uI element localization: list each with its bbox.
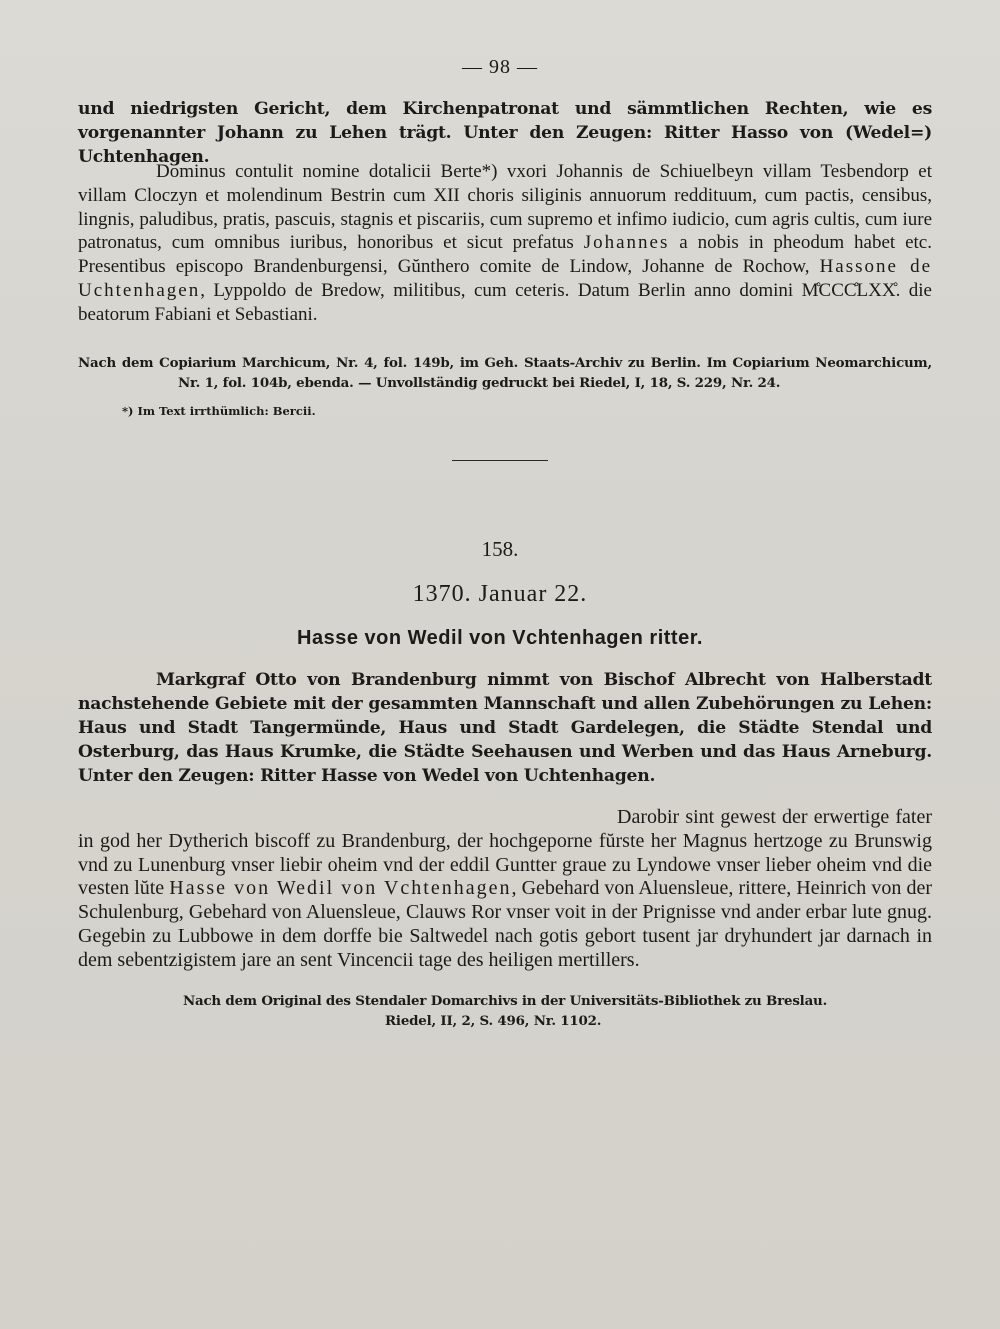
footnote: *) Im Text irrthümlich: Bercii. (122, 404, 316, 418)
page-number: — 98 — (462, 56, 538, 78)
source-note-line: Riedel, II, 2, S. 496, Nr. 1102. (385, 1012, 602, 1029)
text-name-hasse: Hasse von Wedil von Vchtenhagen (169, 877, 512, 900)
section-divider (452, 460, 548, 461)
source-note-157 (78, 354, 932, 393)
text-part: , Gebehard von Aluensleue, rittere, Heinrich von der Schulenburg, Gebehard von Aluensleue, Clauws Ror vnser voit in der Prignisse vnd ander erbar lute gnug. Gegebin zu Lubbowe in dem dorffe bie Saltwedel nach gotis gebort tusent jar dryhundert jar darnach in dem sebentzigistem jare an sent Vincencii tage des heiligen mertillers. (78, 877, 932, 971)
document-date: 1370. Januar 22. (412, 581, 588, 607)
document-number: 158. (481, 537, 519, 561)
source-note-158 (100, 992, 910, 1031)
document-title: Hasse von Wedil von Vchtenhagen ritter. (297, 627, 703, 649)
source-note-line: Nach dem Original des Stendaler Domarchivs in der Universitäts-Bibliothek zu Breslau. (182, 993, 828, 1009)
source-note-line: Nach dem Copiarium Marchicum, Nr. 4, fol. 149b, im Geh. Staats-Archiv zu Berlin. Im Copiarium Neomarchicum, (78, 355, 932, 371)
source-note-line: Nr. 1, fol. 104b, ebenda. — Unvollständig gedruckt bei Riedel, I, 18, S. 229, Nr. 24. (178, 374, 781, 391)
latin-name-johannes: Johannes (583, 232, 670, 254)
text-part: Darobir sint gewest der erwertige fater in god her Dytherich biscoff zu Brandenburg, der hochgeporne fŭrste her Magnus hertzoge zu Brunswig vnd zu Lunenburg vnser liebir oheim vnd der eddil Guntter graue zu Lyndowe vnser lieber oheim vnd die vesten lŭte (78, 806, 932, 900)
german-summary-157: und niedrigsten Gericht, dem Kirchenpatronat und sämmtlichen Rechten, wie es vorgenannter Johann zu Lehen trägt. Unter den Zeugen: Ritter Hasso von (Wedel=) Uchtenhagen. (78, 99, 932, 167)
latin-text-part: , Lyppoldo de Bredow, militibus, cum ceteris. Datum Berlin anno domini M̊CCC̊LXX̊. die beatorum Fabiani et Sebastiani. (78, 279, 932, 325)
latin-name-hassone: Hassone de Uchtenhagen (78, 256, 933, 301)
german-summary-158: Markgraf Otto von Brandenburg nimmt von Bischof Albrecht von Halberstadt nachstehende Gebiete mit der gesammten Mannschaft und allen Zubehörungen zu Lehen: Haus und Stadt Tangermünde, Haus und Stadt Gardelegen, die Städte Stendal und Osterburg, das Haus Krumke, die Städte Seehausen und Werben und das Haus Arneburg. Unter den Zeugen: Ritter Hasse von Wedel von Uchtenhagen. (78, 670, 932, 786)
latin-charter-text (78, 160, 932, 327)
latin-text-part: a nobis in pheodum habet etc. Presentibus episcopo Brandenburgensi, Gŭnthero comite de Lindow, Johanne de Rochow, (78, 232, 932, 278)
middle-high-german-text (78, 806, 932, 973)
latin-text-part: Dominus contulit nomine dotalicii Berte*) vxori Johannis de Schiuelbeyn villam Tesbendorp et villam Cloczyn et molendinum Bestrin cum XII choris siliginis annuorum reddituum, cum pactis, censibus, lingnis, paludibus, pratis, pascuis, stagnis et piscariis, cum supremo et infimo iudicio, cum agris cultis, cum iure patronatus, cum omnibus iuribus, honoribus et sicut prefatus (78, 161, 932, 254)
